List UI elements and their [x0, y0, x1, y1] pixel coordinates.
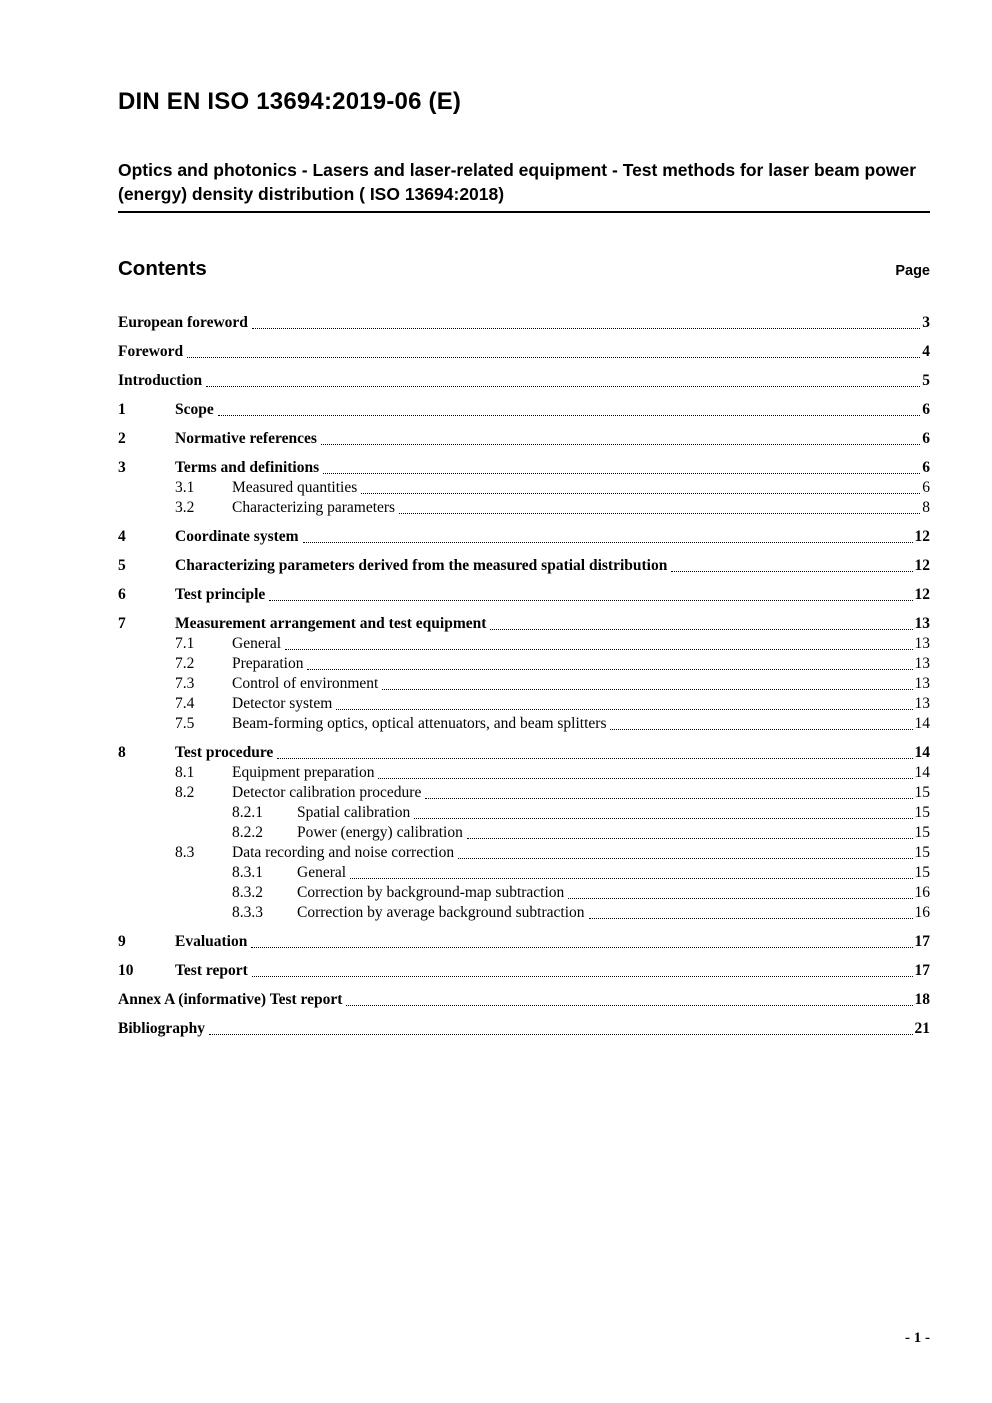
- toc-entry-page: 14: [914, 744, 930, 762]
- toc-entry-label: Test report: [175, 962, 248, 980]
- toc-entry-label: Introduction: [118, 372, 203, 390]
- toc-entry-number: 8.3.3: [232, 904, 263, 922]
- toc-entry: [118, 674, 930, 694]
- toc-entry-page: 8: [922, 499, 930, 517]
- toc-entry: [118, 654, 930, 674]
- toc-entry-number: 7.2: [175, 655, 195, 673]
- toc-entry-label: Power (energy) calibration: [297, 824, 463, 842]
- toc-entry-number: 2: [118, 430, 126, 448]
- page-number-footer: - 1 -: [905, 1330, 930, 1346]
- dot-leader: [187, 357, 920, 358]
- toc-entry: [118, 400, 930, 420]
- toc-entry-page: 5: [922, 372, 930, 390]
- toc-entry: [118, 634, 930, 654]
- toc-entry-number: 8.3.1: [232, 864, 263, 882]
- toc-entry-number: 6: [118, 586, 126, 604]
- toc-entry-label: Evaluation: [175, 933, 248, 951]
- toc-entry-label: Test principle: [175, 586, 266, 604]
- contents-header: [118, 257, 930, 281]
- toc-entry: [118, 823, 930, 843]
- toc-entry: [118, 313, 930, 333]
- toc-entry-page: 18: [914, 991, 930, 1009]
- dot-leader: [277, 758, 912, 759]
- toc-entry-label: Measured quantities: [232, 479, 358, 497]
- toc-entry-number: 7.3: [175, 675, 195, 693]
- toc-entry-number: 5: [118, 557, 126, 575]
- toc-entry-label: Characterizing parameters: [232, 499, 396, 517]
- dot-leader: [610, 729, 912, 730]
- toc-entry-number: 8.1: [175, 764, 195, 782]
- toc-entry: [118, 763, 930, 783]
- dot-leader: [336, 709, 912, 710]
- toc-entry-page: 13: [914, 695, 930, 713]
- toc-entry: [118, 961, 930, 981]
- toc-entry: [118, 783, 930, 803]
- toc-entry-label: Normative references: [175, 430, 317, 448]
- toc-entry-label: Scope: [175, 401, 214, 419]
- toc-entry-number: 8: [118, 744, 126, 762]
- toc-entry-page: 14: [914, 715, 930, 733]
- toc-entry-page: 15: [914, 804, 930, 822]
- dot-leader: [346, 1005, 912, 1006]
- toc-entry: [118, 371, 930, 391]
- toc-entry-number: 8.2.1: [232, 804, 263, 822]
- toc-entry-page: 6: [922, 459, 930, 477]
- toc-entry-page: 6: [922, 401, 930, 419]
- toc-entry: [118, 478, 930, 498]
- toc-entry-label: General: [297, 864, 347, 882]
- toc-entry: [118, 458, 930, 478]
- toc-entry-label: Foreword: [118, 343, 184, 361]
- toc-entry-page: 21: [914, 1020, 930, 1038]
- document-title: Optics and photonics - Lasers and laser-related equipment - Test methods for laser beam power (energy) density distribution ( ISO 13694:2018): [118, 160, 917, 205]
- toc-entry-label: Bibliography: [118, 1020, 205, 1038]
- dot-leader: [269, 600, 912, 601]
- dot-leader: [671, 571, 912, 572]
- table-of-contents: [118, 313, 930, 1039]
- dot-leader: [252, 328, 920, 329]
- toc-entry: [118, 694, 930, 714]
- toc-entry-page: 17: [914, 933, 930, 951]
- dot-leader: [378, 778, 912, 779]
- toc-entry-page: 15: [914, 824, 930, 842]
- toc-entry-label: Correction by average background subtraction: [297, 904, 585, 922]
- toc-entry-number: 8.3: [175, 844, 195, 862]
- toc-entry-label: European foreword: [118, 314, 248, 332]
- toc-entry-label: Preparation: [232, 655, 304, 673]
- toc-entry-number: 3: [118, 459, 126, 477]
- toc-entry-page: 17: [914, 962, 930, 980]
- toc-entry-number: 10: [118, 962, 134, 980]
- dot-leader: [458, 858, 912, 859]
- toc-entry: [118, 527, 930, 547]
- toc-entry-label: Beam-forming optics, optical attenuators, and beam splitters: [232, 715, 607, 733]
- toc-entry-number: 7.5: [175, 715, 195, 733]
- dot-leader: [285, 649, 912, 650]
- toc-entry-label: Terms and definitions: [175, 459, 320, 477]
- toc-entry: [118, 714, 930, 734]
- toc-entry-page: 3: [922, 314, 930, 332]
- toc-entry-page: 15: [914, 864, 930, 882]
- toc-entry-label: Coordinate system: [175, 528, 299, 546]
- toc-entry-label: Detector system: [232, 695, 333, 713]
- dot-leader: [399, 513, 920, 514]
- toc-entry-number: 7: [118, 615, 126, 633]
- toc-entry: [118, 990, 930, 1010]
- dot-leader: [209, 1034, 913, 1035]
- page-column-label: Page: [895, 263, 930, 280]
- toc-entry-number: 7.4: [175, 695, 195, 713]
- toc-entry: [118, 556, 930, 576]
- toc-entry-label: Detector calibration procedure: [232, 784, 422, 802]
- dot-leader: [568, 898, 912, 899]
- dot-leader: [218, 415, 921, 416]
- dot-leader: [414, 818, 912, 819]
- dot-leader: [252, 976, 913, 977]
- dot-leader: [323, 473, 920, 474]
- toc-entry-page: 16: [914, 904, 930, 922]
- toc-entry-label: Measurement arrangement and test equipment: [175, 615, 487, 633]
- toc-entry-label: Equipment preparation: [232, 764, 375, 782]
- dot-leader: [307, 669, 912, 670]
- toc-entry-page: 13: [914, 675, 930, 693]
- toc-entry: [118, 614, 930, 634]
- toc-entry-page: 12: [914, 528, 930, 546]
- dot-leader: [321, 444, 920, 445]
- toc-entry-number: 8.2: [175, 784, 195, 802]
- dot-leader: [303, 542, 913, 543]
- toc-entry-number: 8.2.2: [232, 824, 263, 842]
- toc-entry-number: 9: [118, 933, 126, 951]
- title-divider: [118, 211, 930, 213]
- dot-leader: [425, 798, 912, 799]
- toc-entry: [118, 429, 930, 449]
- toc-entry: [118, 342, 930, 362]
- toc-entry: [118, 803, 930, 823]
- toc-entry: [118, 883, 930, 903]
- toc-entry-page: 12: [914, 586, 930, 604]
- toc-entry: [118, 903, 930, 923]
- toc-entry: [118, 843, 930, 863]
- toc-entry: [118, 863, 930, 883]
- toc-entry-label: Annex A (informative) Test report: [118, 991, 343, 1009]
- toc-entry-label: Spatial calibration: [297, 804, 411, 822]
- toc-entry-label: Correction by background-map subtraction: [297, 884, 565, 902]
- toc-entry-number: 7.1: [175, 635, 195, 653]
- toc-entry-page: 6: [922, 479, 930, 497]
- toc-entry-label: Characterizing parameters derived from the measured spatial distribution: [175, 557, 668, 575]
- toc-entry-page: 13: [914, 615, 930, 633]
- toc-entry-page: 13: [914, 655, 930, 673]
- toc-entry-page: 15: [914, 784, 930, 802]
- document-code: DIN EN ISO 13694:2019-06 (E): [118, 88, 462, 115]
- dot-leader: [467, 838, 913, 839]
- toc-entry-number: 1: [118, 401, 126, 419]
- toc-entry-page: 14: [914, 764, 930, 782]
- contents-heading: Contents: [118, 257, 207, 281]
- toc-entry-page: 12: [914, 557, 930, 575]
- toc-entry-number: 8.3.2: [232, 884, 263, 902]
- toc-entry-label: Test procedure: [175, 744, 274, 762]
- toc-entry-label: Data recording and noise correction: [232, 844, 455, 862]
- dot-leader: [361, 493, 920, 494]
- toc-entry-page: 4: [922, 343, 930, 361]
- toc-entry-page: 16: [914, 884, 930, 902]
- toc-entry-page: 13: [914, 635, 930, 653]
- toc-entry: [118, 498, 930, 518]
- dot-leader: [206, 386, 920, 387]
- toc-entry-page: 6: [922, 430, 930, 448]
- toc-entry-number: 4: [118, 528, 126, 546]
- toc-entry: [118, 1019, 930, 1039]
- dot-leader: [350, 878, 912, 879]
- dot-leader: [382, 689, 912, 690]
- toc-entry-number: 3.1: [175, 479, 195, 497]
- toc-entry: [118, 743, 930, 763]
- toc-entry: [118, 932, 930, 952]
- dot-leader: [589, 918, 913, 919]
- toc-entry-label: Control of environment: [232, 675, 379, 693]
- toc-entry-page: 15: [914, 844, 930, 862]
- dot-leader: [490, 629, 912, 630]
- toc-entry-label: General: [232, 635, 282, 653]
- toc-entry: [118, 585, 930, 605]
- dot-leader: [251, 947, 912, 948]
- toc-entry-number: 3.2: [175, 499, 195, 517]
